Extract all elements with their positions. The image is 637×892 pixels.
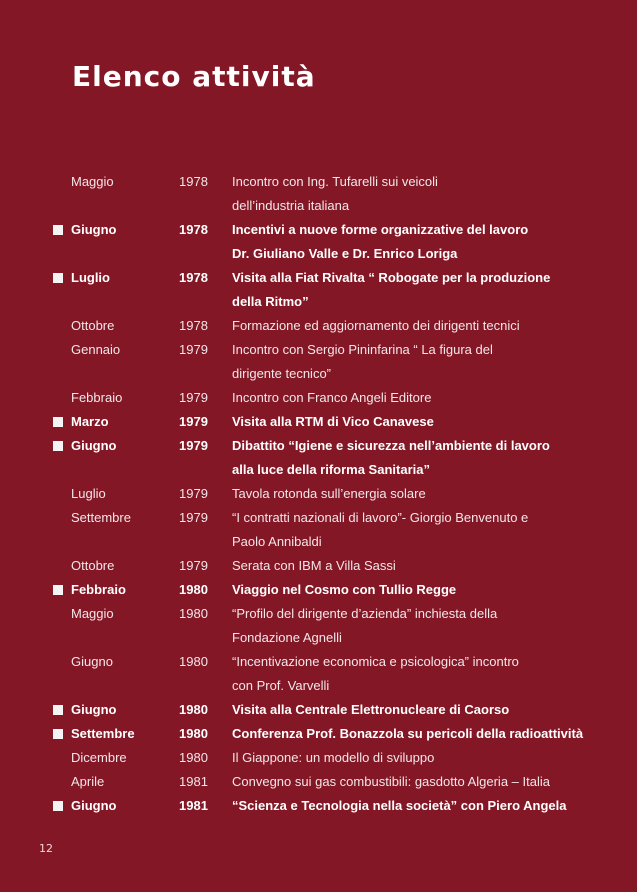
activity-year: 1979 xyxy=(179,414,208,429)
activity-row xyxy=(0,506,637,530)
activity-description: Conferenza Prof. Bonazzola su pericoli della radioattività xyxy=(232,726,584,741)
activity-row xyxy=(0,578,637,602)
activity-year: 1981 xyxy=(179,798,208,813)
activity-month: Giugno xyxy=(71,438,117,453)
activity-description: “Profilo del dirigente d’azienda” inchiesta della xyxy=(232,606,498,621)
activity-row xyxy=(0,386,637,410)
activity-description: Serata con IBM a Villa Sassi xyxy=(232,558,396,573)
activity-year: 1979 xyxy=(179,342,208,357)
activity-month: Settembre xyxy=(71,726,135,741)
activity-row xyxy=(0,650,637,674)
activity-description: Incontro con Ing. Tufarelli sui veicoli xyxy=(232,174,438,189)
square-bullet-icon xyxy=(53,729,63,739)
activity-description: Formazione ed aggiornamento dei dirigenti tecnici xyxy=(232,318,520,333)
activity-year: 1979 xyxy=(179,438,208,453)
activity-year: 1979 xyxy=(179,558,208,573)
activity-row-continuation xyxy=(0,530,637,554)
activity-year: 1979 xyxy=(179,486,208,501)
activity-month: Giugno xyxy=(71,798,117,813)
activity-row xyxy=(0,338,637,362)
activity-row xyxy=(0,554,637,578)
activity-description: Fondazione Agnelli xyxy=(232,630,342,645)
activity-row xyxy=(0,410,637,434)
activity-row xyxy=(0,746,637,770)
activity-description: “I contratti nazionali di lavoro”- Giorgio Benvenuto e xyxy=(232,510,529,525)
activity-description: “Scienza e Tecnologia nella società” con Piero Angela xyxy=(232,798,567,813)
activity-row xyxy=(0,722,637,746)
activity-description: con Prof. Varvelli xyxy=(232,678,330,693)
activity-month: Giugno xyxy=(71,654,113,669)
activity-row-continuation xyxy=(0,458,637,482)
activity-description: della Ritmo” xyxy=(232,294,309,309)
activity-row-continuation xyxy=(0,674,637,698)
activity-year: 1981 xyxy=(179,774,208,789)
square-bullet-icon xyxy=(53,585,63,595)
activity-year: 1978 xyxy=(179,174,208,189)
activity-month: Aprile xyxy=(71,774,105,789)
page-title: Elenco attività xyxy=(72,60,316,93)
square-bullet-icon xyxy=(53,441,63,451)
square-bullet-icon xyxy=(53,417,63,427)
activity-year: 1980 xyxy=(179,750,208,765)
activity-row xyxy=(0,314,637,338)
activity-year: 1980 xyxy=(179,726,208,741)
activity-month: Giugno xyxy=(71,222,117,237)
activity-row-continuation xyxy=(0,290,637,314)
activity-year: 1980 xyxy=(179,582,208,597)
activity-description: Dr. Giuliano Valle e Dr. Enrico Loriga xyxy=(232,246,458,261)
activity-description: Il Giappone: un modello di sviluppo xyxy=(232,750,435,765)
activity-year: 1980 xyxy=(179,606,208,621)
activity-list xyxy=(0,170,637,818)
activity-year: 1979 xyxy=(179,390,208,405)
activity-description: dirigente tecnico” xyxy=(232,366,331,381)
activity-month: Marzo xyxy=(71,414,109,429)
activity-row xyxy=(0,482,637,506)
activity-row xyxy=(0,218,637,242)
square-bullet-icon xyxy=(53,801,63,811)
activity-year: 1978 xyxy=(179,318,208,333)
activity-description: Incentivi a nuove forme organizzative del lavoro xyxy=(232,222,529,237)
activity-description: Incontro con Franco Angeli Editore xyxy=(232,390,432,405)
activity-row xyxy=(0,434,637,458)
activity-row xyxy=(0,602,637,626)
activity-row xyxy=(0,698,637,722)
activity-month: Luglio xyxy=(71,486,106,501)
activity-year: 1980 xyxy=(179,702,208,717)
activity-month: Maggio xyxy=(71,174,114,189)
page-number: 12 xyxy=(39,842,53,855)
activity-description: Visita alla RTM di Vico Canavese xyxy=(232,414,434,429)
square-bullet-icon xyxy=(53,705,63,715)
activity-description: Viaggio nel Cosmo con Tullio Regge xyxy=(232,582,457,597)
activity-month: Gennaio xyxy=(71,342,121,357)
activity-month: Dicembre xyxy=(71,750,127,765)
activity-month: Settembre xyxy=(71,510,131,525)
activity-description: Visita alla Centrale Elettronucleare di Caorso xyxy=(232,702,510,717)
square-bullet-icon xyxy=(53,273,63,283)
activity-description: Visita alla Fiat Rivalta “ Robogate per la produzione xyxy=(232,270,551,285)
activity-description: dell’industria italiana xyxy=(232,198,350,213)
activity-row xyxy=(0,794,637,818)
activity-month: Febbraio xyxy=(71,582,126,597)
activity-description: Convegno sui gas combustibili: gasdotto Algeria – Italia xyxy=(232,774,550,789)
activity-year: 1978 xyxy=(179,222,208,237)
activity-description: alla luce della riforma Sanitaria” xyxy=(232,462,430,477)
activity-description: Incontro con Sergio Pininfarina “ La figura del xyxy=(232,342,493,357)
activity-month: Ottobre xyxy=(71,558,115,573)
activity-description: Dibattito “Igiene e sicurezza nell’ambiente di lavoro xyxy=(232,438,550,453)
activity-description: “Incentivazione economica e psicologica” incontro xyxy=(232,654,519,669)
activity-row-continuation xyxy=(0,362,637,386)
activity-row xyxy=(0,770,637,794)
activity-row-continuation xyxy=(0,626,637,650)
activity-year: 1978 xyxy=(179,270,208,285)
activity-month: Maggio xyxy=(71,606,114,621)
activity-month: Febbraio xyxy=(71,390,123,405)
activity-year: 1980 xyxy=(179,654,208,669)
activity-month: Giugno xyxy=(71,702,117,717)
activity-description: Tavola rotonda sull’energia solare xyxy=(232,486,426,501)
activity-month: Luglio xyxy=(71,270,110,285)
activity-row xyxy=(0,170,637,194)
activity-month: Ottobre xyxy=(71,318,115,333)
activity-row xyxy=(0,266,637,290)
activity-row-continuation xyxy=(0,194,637,218)
square-bullet-icon xyxy=(53,225,63,235)
activity-year: 1979 xyxy=(179,510,208,525)
activity-description: Paolo Annibaldi xyxy=(232,534,322,549)
activity-row-continuation xyxy=(0,242,637,266)
